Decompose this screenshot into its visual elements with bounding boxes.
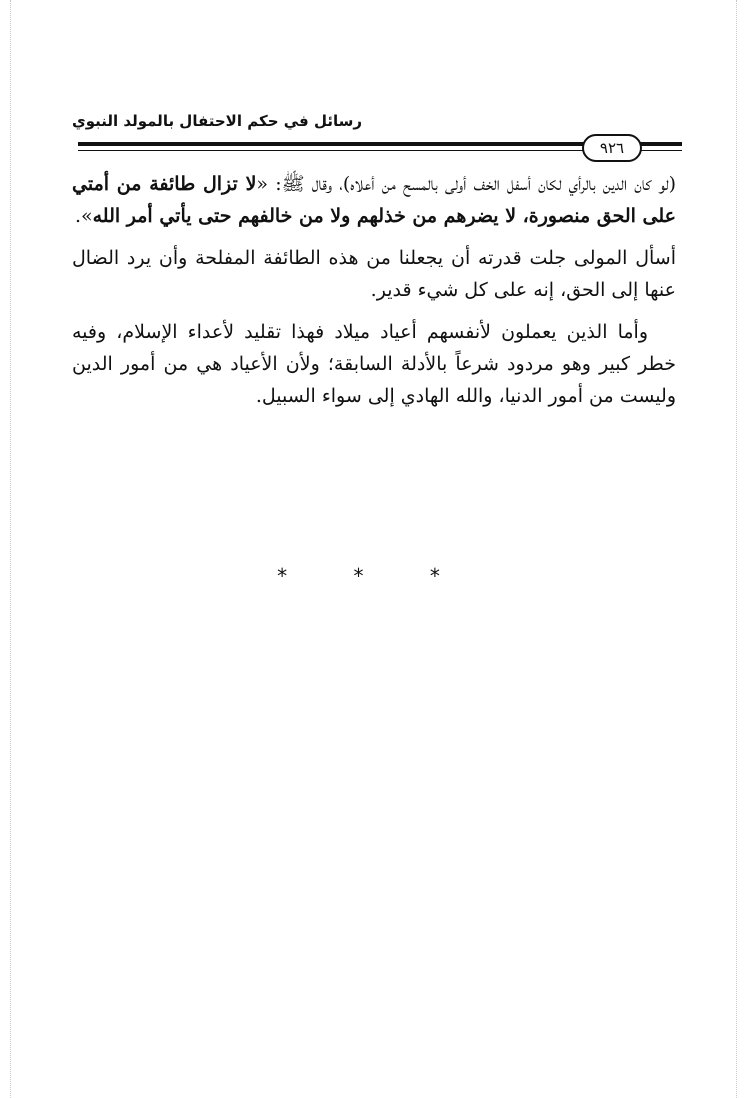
page-header [70, 104, 682, 157]
scan-margin-left [10, 0, 11, 1098]
paragraph-1 [72, 168, 676, 232]
section-separator: * * * [277, 564, 470, 588]
paragraph-2: أسأل المولى جلت قدرته أن يجعلنا من هذه الطائفة المفلحة وأن يرد الضال عنها إلى الحق، إنه على كل شيء قدير. [72, 247, 676, 301]
book-title: رسائل في حكم الاحتفال بالمولد النبوي [72, 112, 362, 130]
paragraph-1-text-b: ». [74, 205, 93, 227]
hadith-quote: لا تزال طائفة من أمتي على الحق منصورة، لا يضرهم من خذلهم ولا من خالفهم حتى يأتي أمر الله [72, 173, 676, 227]
page-number: ٩٢٦ [582, 134, 642, 162]
body-text [72, 168, 676, 412]
paragraph-3: وأما الذين يعملون لأنفسهم أعياد ميلاد فهذا تقليد لأعداء الإسلام، وفيه خطر كبير وهو مردود شرعاً بالأدلة السابقة؛ ولأن الأعياد هي من أمور الدين وليست من أمور الدنيا، والله الهادي إلى سواء السبيل. [72, 321, 676, 407]
paragraph-1-text-a: (لو كان الدين بالرأي لكان أسفل الخف أولى بالمسح من أعلاه)، وقال ﷺ: « [256, 173, 676, 195]
scan-margin-right [736, 0, 737, 1098]
